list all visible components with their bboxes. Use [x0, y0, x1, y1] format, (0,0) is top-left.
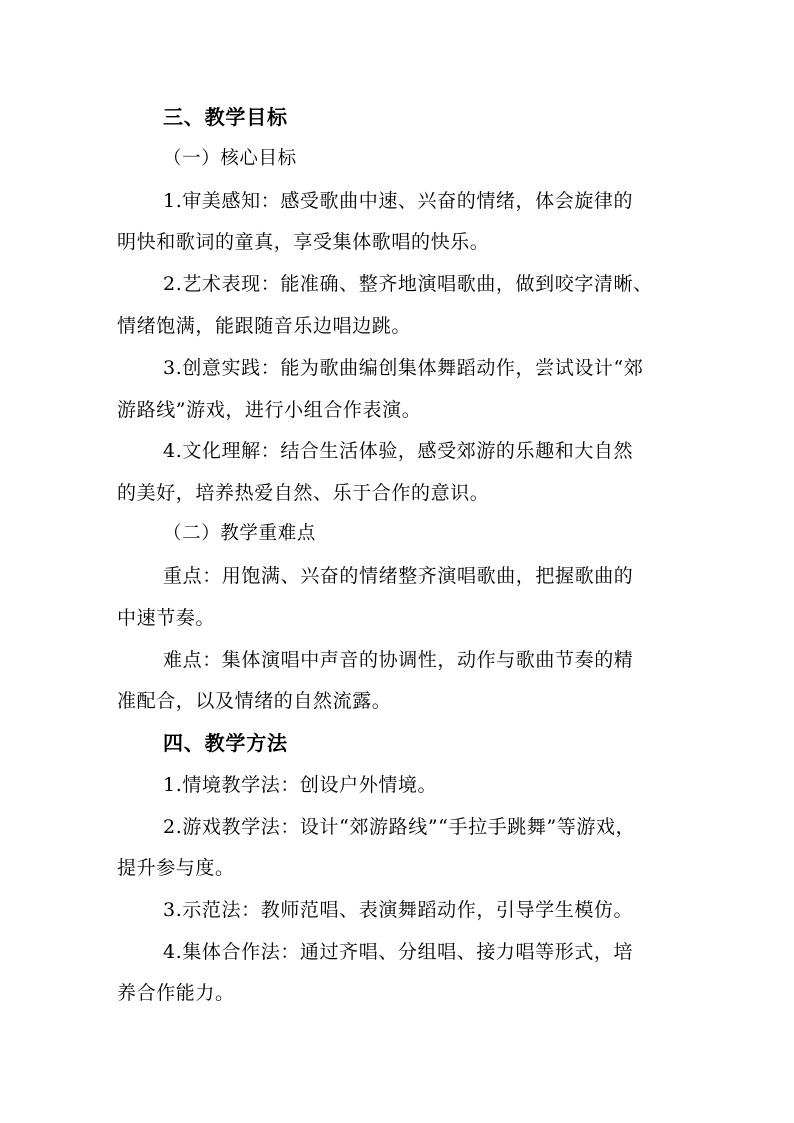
key-point-line-1: 重点：用饱满、兴奋的情绪整齐演唱歌曲，把握歌曲的 [163, 565, 634, 587]
objective-4-line-2: 的美好，培养热爱自然、乐于合作的意识。 [117, 482, 490, 504]
method-4-line-1: 4.集体合作法：通过齐唱、分组唱、接力唱等形式，培 [163, 941, 634, 963]
objective-4-line-1: 4.文化理解：结合生活体验，感受郊游的乐趣和大自然 [163, 440, 634, 462]
method-4-line-2: 养合作能力。 [117, 982, 235, 1004]
difficult-point-line-2: 准配合，以及情绪的自然流露。 [117, 690, 392, 712]
key-point-line-2: 中速节奏。 [117, 607, 216, 629]
objective-3-line-2: 游路线”游戏，进行小组合作表演。 [117, 399, 422, 421]
objective-1-line-2: 明快和歌词的童真，享受集体歌唱的快乐。 [117, 231, 490, 253]
objective-2-line-2: 情绪饱满，能跟随音乐边唱边跳。 [117, 315, 412, 337]
method-1-line-1: 1.情境教学法：创设户外情境。 [163, 774, 438, 796]
objective-1-line-1: 1.审美感知：感受歌曲中速、兴奋的情绪，体会旋律的 [163, 190, 634, 212]
section-heading-teaching-methods: 四、教学方法 [163, 731, 288, 755]
method-2-line-1: 2.游戏教学法：设计“郊游路线”“手拉手跳舞”等游戏， [163, 816, 636, 838]
section-heading-teaching-objectives: 三、教学目标 [163, 105, 288, 129]
subsection-title-key-difficulties: （二）教学重难点 [163, 523, 316, 544]
method-3-line-1: 3.示范法：教师范唱、表演舞蹈动作，引导学生模仿。 [163, 899, 634, 921]
method-2-line-2: 提升参与度。 [117, 857, 235, 879]
objective-2-line-1: 2.艺术表现：能准确、整齐地演唱歌曲，做到咬字清晰、 [163, 273, 653, 295]
difficult-point-line-1: 难点：集体演唱中声音的协调性，动作与歌曲节奏的精 [163, 649, 634, 671]
objective-3-line-1: 3.创意实践：能为歌曲编创集体舞蹈动作，尝试设计“郊 [163, 357, 644, 379]
subsection-title-core-objectives: （一）核心目标 [163, 148, 297, 169]
